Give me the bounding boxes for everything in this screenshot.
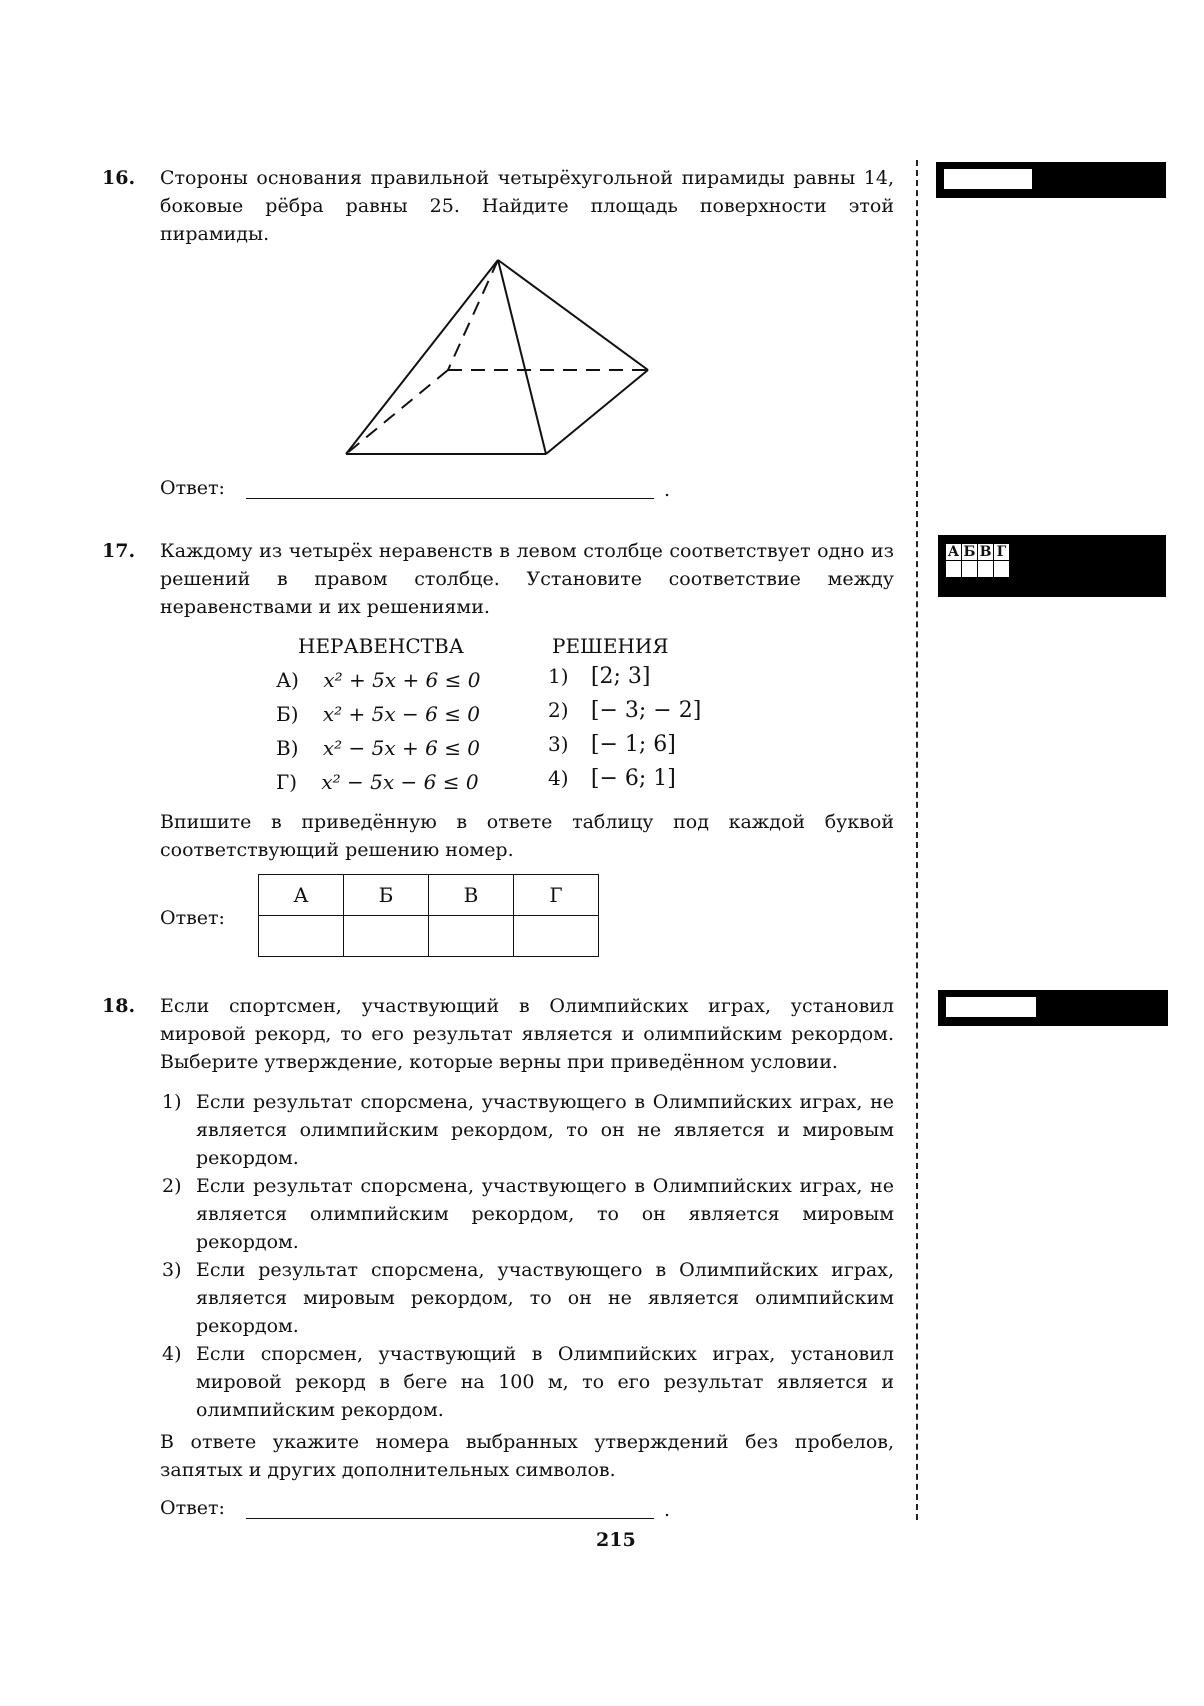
- solution-num: 1): [548, 664, 569, 688]
- q18-answer-label: Ответ:: [160, 1497, 225, 1519]
- inequality-expr: x² + 5x − 6 ≤ 0: [322, 702, 481, 726]
- q18-option-4: [162, 1340, 894, 1424]
- margin-cell-b[interactable]: [962, 561, 978, 578]
- answer-col-b-header: Б: [344, 875, 429, 916]
- option-number: 1): [162, 1091, 182, 1113]
- inequality-v: [276, 734, 480, 762]
- option-number: 3): [162, 1259, 182, 1281]
- answer-cell-a[interactable]: [259, 916, 344, 957]
- margin-answer-grid-17[interactable]: [945, 543, 1010, 578]
- answer-cell-v[interactable]: [429, 916, 514, 957]
- solution-2: [548, 696, 701, 725]
- option-number: 2): [162, 1175, 182, 1197]
- q17-right-header: РЕШЕНИЯ: [552, 634, 669, 658]
- q17-number: 17.: [102, 540, 136, 562]
- pyramid-edge-front-left: [346, 260, 498, 454]
- solution-4: [548, 764, 676, 793]
- option-text: Если спорсмен, участвующий в Олимпийских играх, установил мировой рекорд в беге на 100 м, то его результат является и олимпийским рекордом.: [196, 1343, 894, 1421]
- q18-number: 18.: [102, 995, 136, 1017]
- answer-col-g-header: Г: [514, 875, 599, 916]
- q18-option-3: [162, 1256, 894, 1340]
- inequality-a: [276, 666, 480, 694]
- solution-num: 4): [548, 766, 569, 790]
- margin-answer-box-17: [938, 535, 1166, 597]
- inequality-expr: x² + 5x + 6 ≤ 0: [323, 668, 481, 692]
- margin-answer-field-18[interactable]: [946, 997, 1036, 1017]
- margin-letter-b: Б: [962, 544, 978, 561]
- inequality-letter: Б): [276, 702, 299, 726]
- answer-col-a-header: А: [259, 875, 344, 916]
- inequality-g: [276, 768, 479, 796]
- margin-cell-v[interactable]: [978, 561, 994, 578]
- margin-cell-g[interactable]: [994, 561, 1010, 578]
- q17-answer-label: Ответ:: [160, 907, 225, 929]
- margin-cut-line: [916, 160, 918, 1520]
- solution-value: [− 6; 1]: [590, 766, 676, 791]
- pyramid-base-right: [546, 370, 648, 454]
- q18-instruction: В ответе укажите номера выбранных утверждений без пробелов, запятых и других дополнительных символов.: [160, 1431, 894, 1481]
- answer-col-v-header: В: [429, 875, 514, 916]
- pyramid-hidden-base-left: [346, 370, 448, 454]
- q17-instruction: Впишите в приведённую в ответе таблицу под каждой буквой соответствующий решению номер.: [160, 811, 894, 861]
- margin-letter-v: В: [978, 544, 994, 561]
- q18-option-1: [162, 1088, 894, 1172]
- q18-answer-end: .: [664, 1499, 671, 1521]
- solution-num: 2): [548, 698, 569, 722]
- margin-cell-a[interactable]: [946, 561, 962, 578]
- inequality-expr: x² − 5x + 6 ≤ 0: [322, 736, 481, 760]
- solution-value: [− 3; − 2]: [590, 698, 702, 723]
- option-number: 4): [162, 1343, 182, 1365]
- q16-answer-label: Ответ:: [160, 477, 225, 499]
- option-text: Если результат спорсмена, участвующего в Олимпийских играх, не является олимпийским рекордом, то он является мировым рекордом.: [196, 1175, 894, 1253]
- q16-text: Стороны основания правильной четырёхугольной пирамиды равны 14, боковые рёбра равны 25. Найдите площадь поверхности этой пирамиды.: [160, 167, 894, 245]
- q18-text: Если спортсмен, участвующий в Олимпийских играх, установил мировой рекорд, то его результат является и олимпийским рекордом. Выберите утверждение, которые верны при приведённом условии.: [160, 995, 894, 1073]
- solution-value: [− 1; 6]: [590, 732, 676, 757]
- margin-answer-field-16[interactable]: [944, 169, 1032, 189]
- solution-value: [2; 3]: [590, 664, 651, 689]
- margin-letter-g: Г: [994, 544, 1010, 561]
- option-text: Если результат спорсмена, участвующего в Олимпийских играх, не является олимпийским рекордом, то он не является и мировым рекордом.: [196, 1091, 894, 1169]
- inequality-letter: В): [276, 736, 299, 760]
- inequality-letter: Г): [276, 770, 298, 794]
- page-number: 215: [596, 1529, 636, 1551]
- solution-num: 3): [548, 732, 569, 756]
- option-text: Если результат спорсмена, участвующего в Олимпийских играх, является мировым рекордом, то он не является олимпийским рекордом.: [196, 1259, 894, 1337]
- margin-answer-box-16: [936, 162, 1166, 198]
- q18-answer-field[interactable]: [246, 1518, 654, 1519]
- margin-answer-box-18: [938, 990, 1168, 1026]
- q17-text: Каждому из четырёх неравенств в левом столбце соответствует одно из решений в правом столбце. Установите соответствие между неравенствами и их решениями.: [160, 540, 894, 618]
- solution-3: [548, 730, 676, 759]
- inequality-expr: x² − 5x − 6 ≤ 0: [321, 770, 479, 794]
- q16-answer-end: .: [664, 479, 671, 501]
- q18-option-2: [162, 1172, 894, 1256]
- answer-cell-g[interactable]: [514, 916, 599, 957]
- q16-number: 16.: [102, 167, 136, 189]
- margin-letter-a: А: [946, 544, 962, 561]
- q16-answer-field[interactable]: [246, 498, 654, 499]
- q17-left-header: НЕРАВЕНСТВА: [298, 634, 464, 658]
- q17-answer-table: [258, 874, 599, 957]
- pyramid-figure: [330, 250, 660, 460]
- inequality-letter: А): [276, 668, 299, 692]
- inequality-b: [276, 700, 480, 728]
- answer-cell-b[interactable]: [344, 916, 429, 957]
- solution-1: [548, 662, 650, 691]
